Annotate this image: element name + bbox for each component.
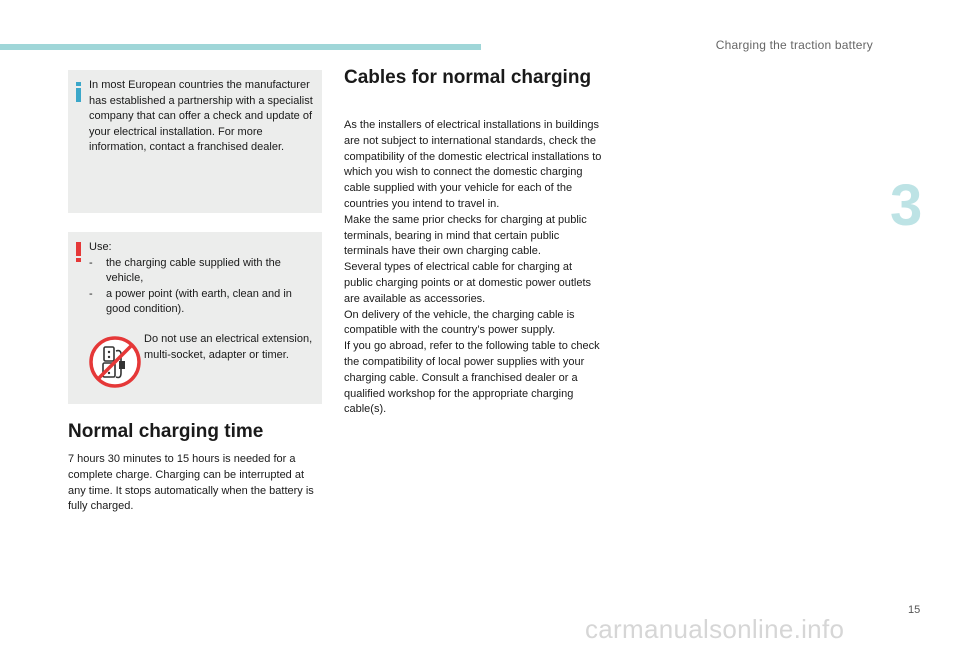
warning-icon bbox=[76, 242, 81, 262]
info-text: In most European countries the manufacturer has established a partnership with a specialist company that can offer a check and update of your electrical installation. For more information, contact a franchised dealer. bbox=[89, 79, 313, 153]
cables-paragraph: On delivery of the vehicle, the charging cable is compatible with the country’s power supply. bbox=[344, 308, 575, 337]
cables-paragraph: Make the same prior checks for charging at public terminals, bearing in mind that certain public terminals have their own charging cable. bbox=[344, 213, 587, 258]
cables-heading: Cables for normal charging bbox=[344, 67, 592, 88]
cables-paragraph: If you go abroad, refer to the following table to check the compatibility of local power supplies with your charging cable. Consult a franchised dealer or a qualified workshop for the appropriate charging cable(s). bbox=[344, 340, 600, 416]
no-extension-text: Do not use an electrical extension, multi-socket, adapter or timer. bbox=[144, 333, 313, 361]
normal-charging-text: 7 hours 30 minutes to 15 hours is needed for a complete charge. Charging can be interrupted at any time. It stops automatically when the battery is fully charged. bbox=[68, 453, 314, 513]
normal-charging-heading: Normal charging time bbox=[68, 421, 264, 442]
no-extension-plug-icon bbox=[88, 335, 142, 389]
page-number: 15 bbox=[908, 604, 921, 616]
warning-list bbox=[89, 256, 319, 318]
cables-paragraph: Several types of electrical cable for charging at public charging points or at domestic power outlets are available as accessories. bbox=[344, 261, 592, 305]
cables-paragraph: As the installers of electrical installations in buildings are not subject to international standards, check the compatibility of the domestic electrical installations to which you wish to connect the domestic charging cable supplied with your vehicle for each of the countries you intend to travel in. bbox=[344, 119, 602, 210]
list-item: - the charging cable supplied with the vehicle, bbox=[89, 256, 281, 284]
info-box bbox=[68, 70, 322, 213]
warning-box bbox=[68, 232, 322, 404]
list-item: - a power point (with earth, clean and in good condition). bbox=[89, 287, 292, 315]
watermark: carmanualsonline.info bbox=[585, 614, 845, 644]
chapter-title: Charging the traction battery bbox=[715, 38, 873, 52]
chapter-number: 3 bbox=[890, 173, 923, 238]
info-icon bbox=[76, 82, 81, 102]
warning-intro: Use: bbox=[89, 241, 112, 253]
warning-content bbox=[89, 240, 319, 318]
header-accent-bar bbox=[0, 44, 481, 50]
cables-text bbox=[344, 118, 602, 418]
